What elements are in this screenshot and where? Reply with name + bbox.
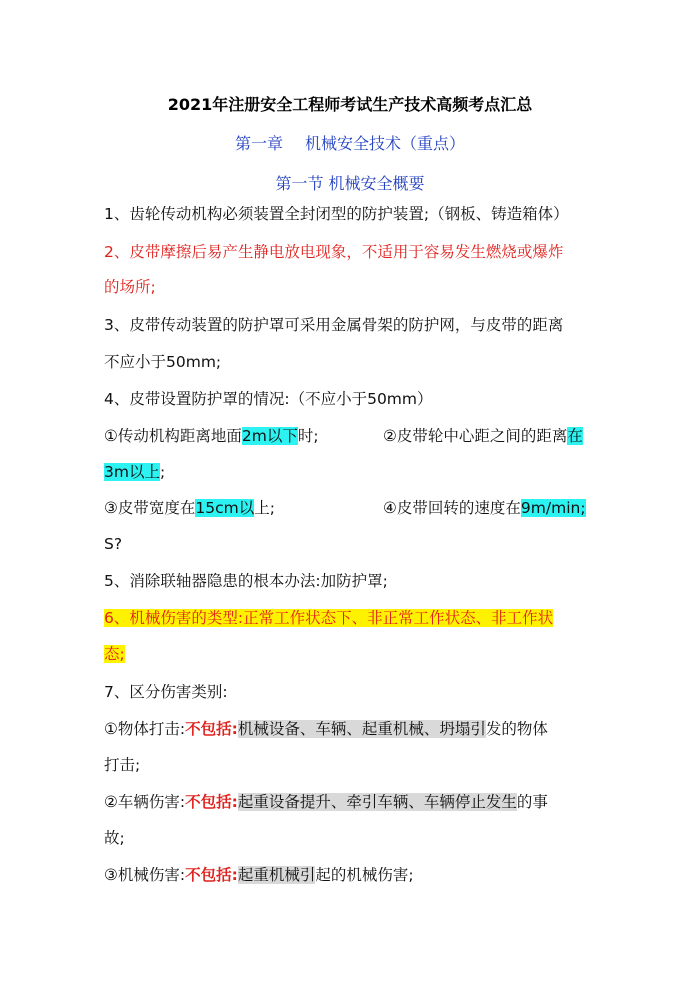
item-1-text: ①传动机构距离地面 [104, 427, 242, 445]
document-title: 2021年注册安全工程师考试生产技术高频考点汇总 [167, 95, 533, 114]
item-7-1-highlight: 机械设备、车辆、起重机械、坍塌引 [237, 720, 486, 738]
point-5: 5、消除联轴器隐患的根本办法:加防护罩; [104, 572, 388, 590]
item-3-end: 上; [254, 499, 275, 517]
point-4-item-3 [104, 496, 275, 520]
item-7-1-label: ①物体打击: [104, 720, 186, 738]
chapter-number: 第一章 [234, 134, 283, 153]
item-7-2-keyword: 不包括: [185, 793, 238, 811]
chapter-title: 机械安全技术（重点） [305, 134, 466, 153]
item-3-highlight: 15cm以 [195, 499, 255, 517]
item-7-1-keyword: 不包括: [185, 720, 238, 738]
point-7-item-1-cont: 打击; [104, 756, 141, 774]
item-7-2-highlight: 起重设备提升、牵引车辆、车辆停止发生 [237, 793, 517, 811]
point-7-item-3 [104, 863, 414, 887]
item-7-3-keyword: 不包括: [185, 866, 238, 884]
item-2-end: ; [159, 463, 166, 481]
point-6-highlight-cont: 态; [104, 645, 125, 663]
item-7-1-end: 发的物体 [485, 720, 548, 738]
item-4-highlight: 9m/min; [520, 499, 586, 517]
item-7-3-highlight: 起重机械引 [237, 866, 316, 884]
item-1-highlight: 2m以下 [241, 427, 298, 445]
point-4-item-1 [104, 424, 319, 448]
item-3-text: ③皮带宽度在 [104, 499, 196, 517]
point-3-line-2: 不应小于50mm; [104, 353, 222, 371]
point-1: 1、齿轮传动机构必须装置全封闭型的防护装置;（钢板、铸造箱体） [104, 205, 569, 223]
item-7-3-end: 起的机械伤害; [315, 866, 414, 884]
point-6-line-2 [104, 642, 125, 666]
point-7: 7、区分伤害类别: [104, 683, 228, 701]
point-4: 4、皮带设置防护罩的情况:（不应小于50mm） [104, 390, 433, 408]
point-7-item-2 [104, 790, 548, 814]
point-7-item-1 [104, 717, 548, 741]
item-7-2-end: 的事 [516, 793, 548, 811]
point-7-item-2-cont: 故; [104, 829, 125, 847]
point-2-line-2: 的场所; [104, 278, 156, 296]
item-2-highlight-cont: 3m以上 [104, 463, 160, 481]
point-3-line-1: 3、皮带传动装置的防护罩可采用金属骨架的防护网，与皮带的距离 [104, 316, 564, 334]
point-4-item-4 [383, 496, 586, 520]
point-6-highlight: 6、机械伤害的类型:正常工作状态下、非正常工作状态、非工作状 [104, 609, 554, 627]
section-heading: 第一节 机械安全概要 [275, 174, 425, 193]
item-4-text: ④皮带回转的速度在 [383, 499, 521, 517]
point-4-item-4-cont: S? [104, 535, 123, 553]
item-2-highlight: 在 [567, 427, 583, 445]
point-6-line-1 [104, 606, 553, 630]
point-2-line-1: 2、皮带摩擦后易产生静电放电现象，不适用于容易发生燃烧或爆炸 [104, 243, 564, 261]
point-4-item-2 [383, 424, 583, 448]
item-1-end: 时; [297, 427, 319, 445]
point-4-item-2-cont [104, 460, 165, 484]
item-2-text: ②皮带轮中心距之间的距离 [383, 427, 568, 445]
item-7-2-label: ②车辆伤害: [104, 793, 186, 811]
item-7-3-label: ③机械伤害: [104, 866, 186, 884]
chapter-heading [0, 131, 700, 154]
